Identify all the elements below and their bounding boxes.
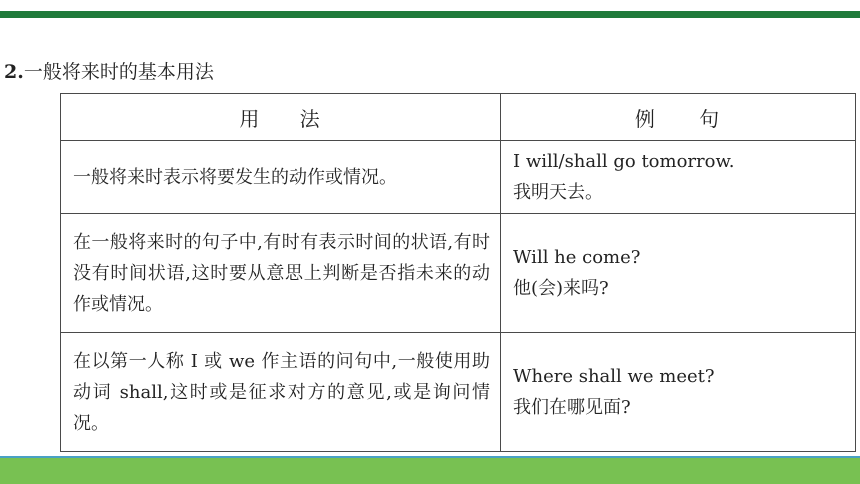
- table-row: [61, 333, 856, 452]
- footer-bar: [0, 458, 860, 484]
- example-english: Where shall we meet?: [513, 366, 715, 387]
- top-accent-bar: [0, 11, 860, 18]
- example-cell: [501, 333, 856, 452]
- table-row: [61, 214, 856, 333]
- example-english: Will he come?: [513, 247, 641, 268]
- usage-cell: 一般将来时表示将要发生的动作或情况。: [61, 141, 501, 214]
- example-cell: [501, 141, 856, 214]
- table-header-row: [61, 94, 856, 141]
- usage-column-header: 用 法: [61, 94, 501, 141]
- example-chinese: 我们在哪见面?: [513, 397, 631, 418]
- example-column-header: 例 句: [501, 94, 856, 141]
- usage-cell: 在一般将来时的句子中,有时有表示时间的状语,有时没有时间状语,这时要从意思上判断是否指未来的动作或情况。: [61, 214, 501, 333]
- table-row: [61, 141, 856, 214]
- section-heading: [4, 58, 214, 86]
- example-cell: [501, 214, 856, 333]
- usage-cell: 在以第一人称 I 或 we 作主语的问句中,一般使用助动词 shall,这时或是征求对方的意见,或是询问情况。: [61, 333, 501, 452]
- section-title: 一般将来时的基本用法: [23, 61, 214, 83]
- example-chinese: 我明天去。: [513, 182, 603, 203]
- example-english: I will/shall go tomorrow.: [513, 151, 735, 172]
- section-number: 2.: [4, 61, 24, 83]
- example-chinese: 他(会)来吗?: [513, 278, 609, 299]
- grammar-table: [60, 93, 856, 452]
